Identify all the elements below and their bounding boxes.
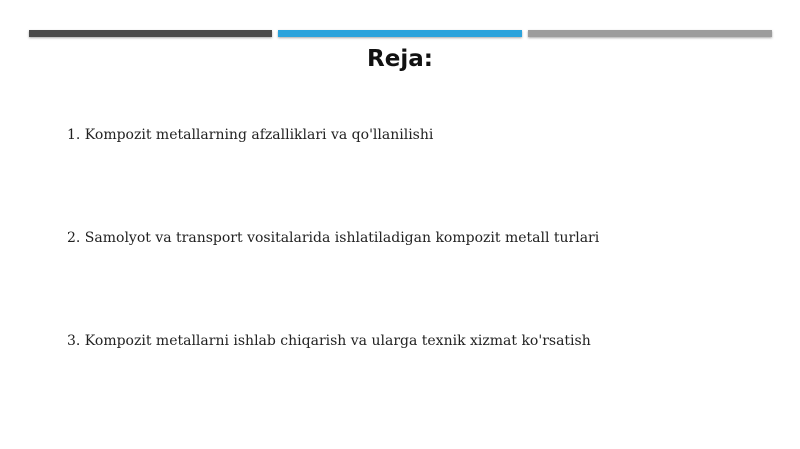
slide-title: Reja: [367,46,433,72]
header-bar-gray [528,30,772,37]
agenda-item-1: 1. Kompozit metallarning afzalliklari va qo'llanilishi [67,127,434,143]
agenda-item-3: 3. Kompozit metallarni ishlab chiqarish va ularga texnik xizmat ko'rsatish [67,333,591,349]
header-bars [29,30,772,38]
agenda-item-2: 2. Samolyot va transport vositalarida ishlatiladigan kompozit metall turlari [67,230,600,246]
header-bar-blue [278,30,522,37]
header-bar-dark [29,30,272,37]
